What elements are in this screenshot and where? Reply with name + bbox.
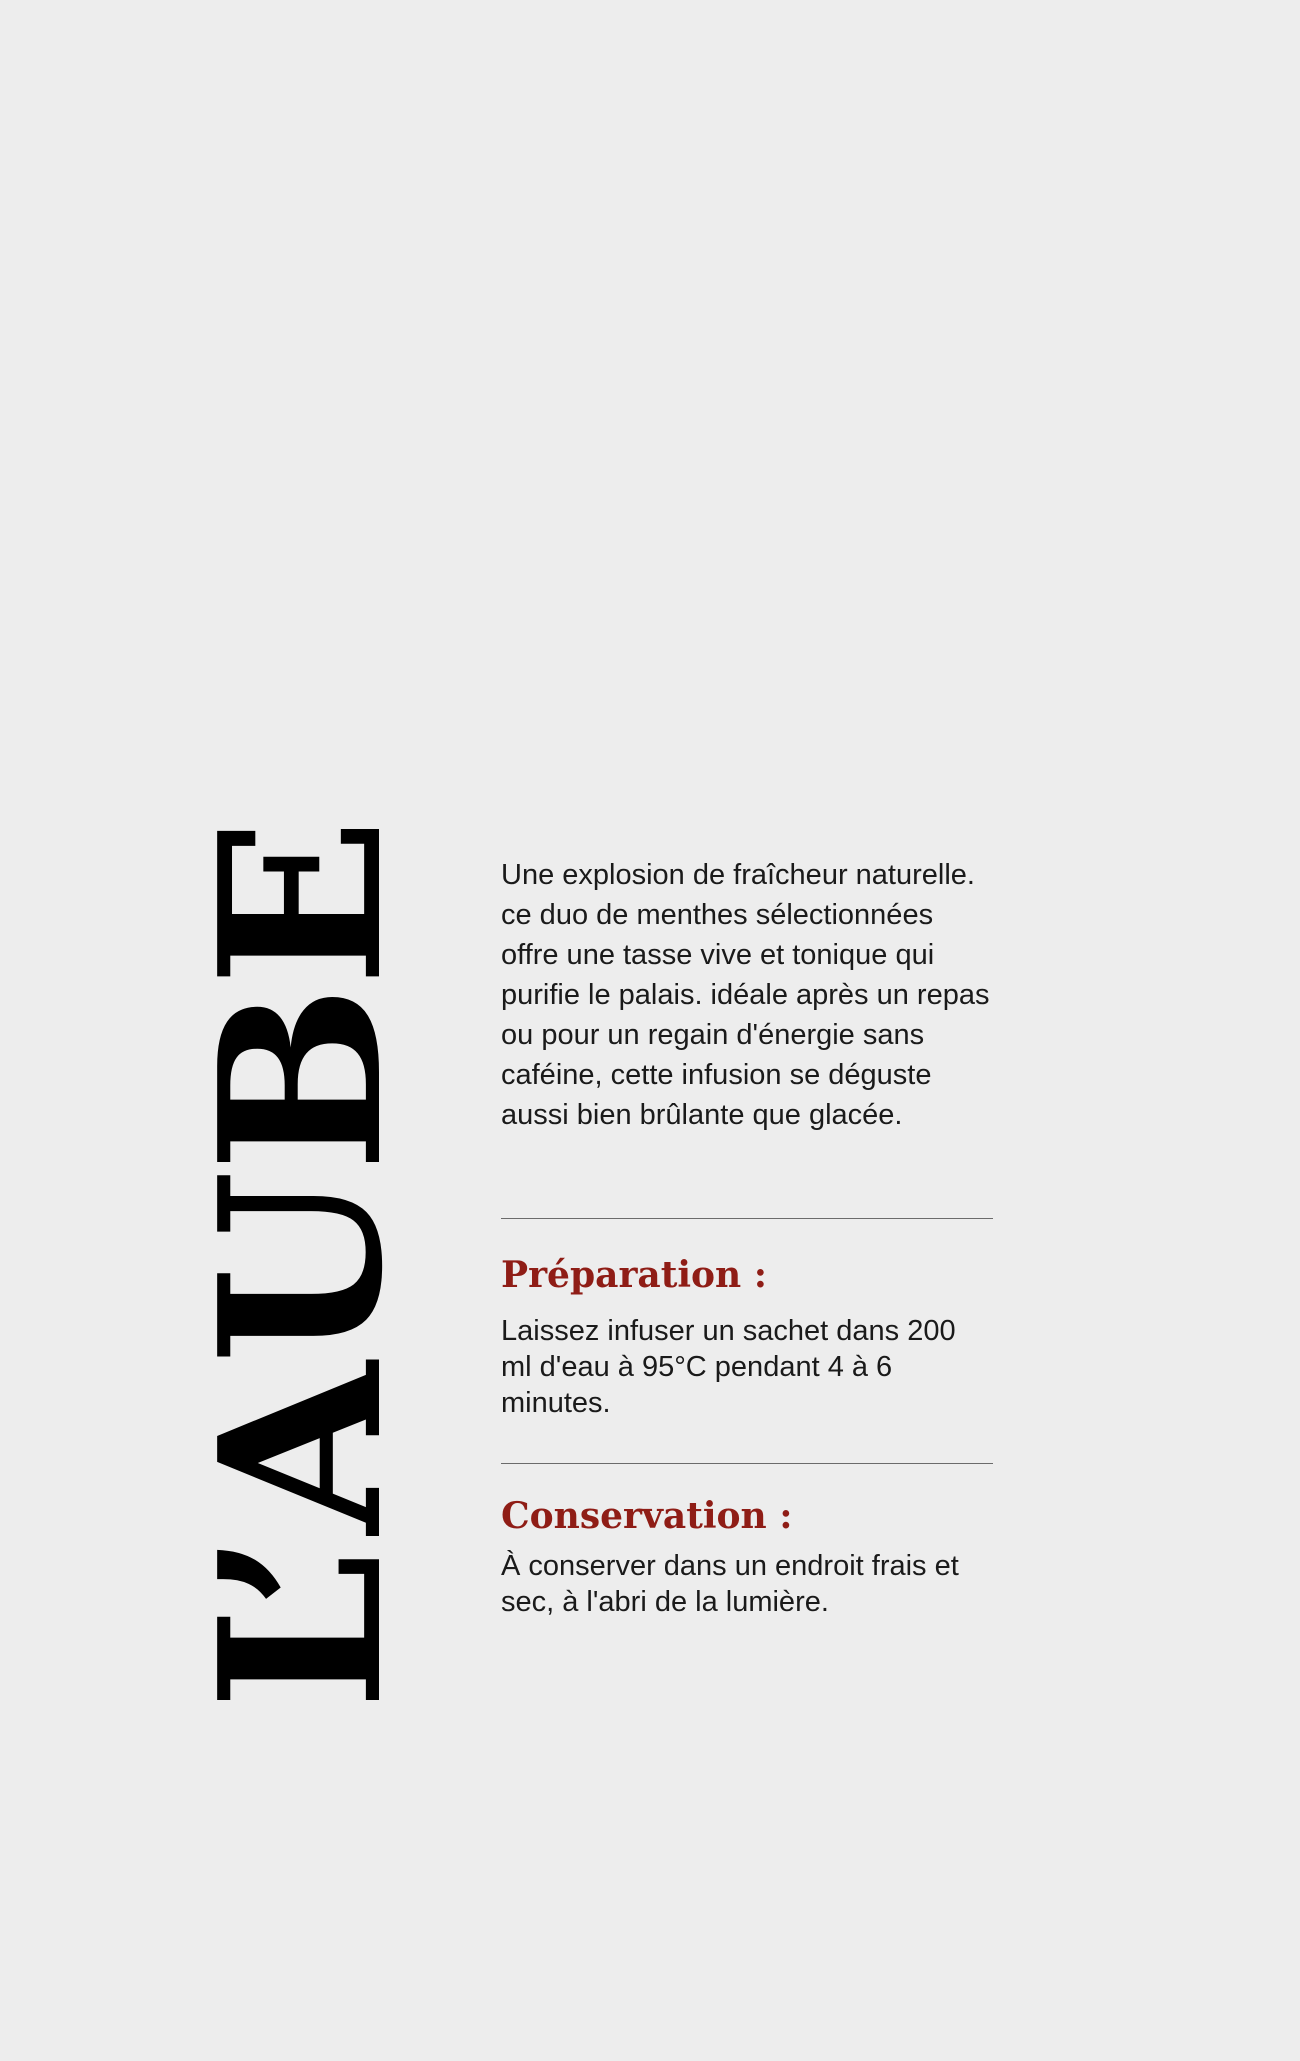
product-description: Une explosion de fraîcheur naturelle. ce duo de menthes sélectionnées offre une tasse vive et tonique qui purifie le palais. idéale après un repas ou pour un regain d'énergie sans caféine, cette infusion se déguste aussi bien brûlante que glacée.: [501, 859, 990, 1131]
product-title-container: [172, 819, 432, 1711]
product-content: [501, 855, 993, 1620]
preparation-text: Laissez infuser un sachet dans 200 ml d'eau à 95°C pendant 4 à 6 minutes.: [501, 1315, 956, 1419]
preparation-heading: Préparation :: [501, 1254, 768, 1296]
divider: [501, 1218, 993, 1219]
product-title: L’AUBE: [172, 819, 432, 1711]
conservation-text: À conserver dans un endroit frais et sec, à l'abri de la lumière.: [501, 1550, 959, 1618]
divider: [501, 1463, 993, 1464]
conservation-heading: Conservation :: [501, 1495, 793, 1537]
